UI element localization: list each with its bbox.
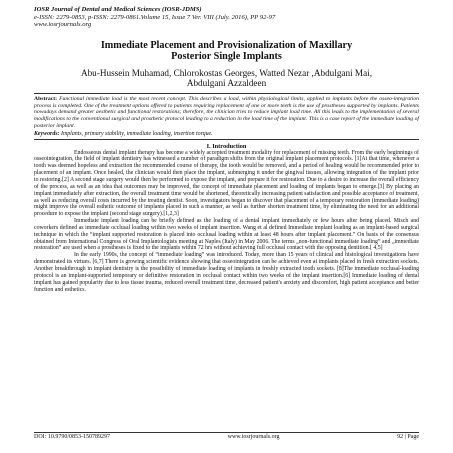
keywords-text: Implants, primary stability, immediate loading, insertion torque. [61, 130, 213, 137]
footer-website[interactable]: www.iosrjournals.org [227, 434, 280, 440]
journal-website[interactable]: www.iosrjournals.org [34, 21, 92, 29]
journal-issn: e-ISSN: 2279-0853, p-ISSN: 2279-0861.Volume 15, Issue 7 Ver. VIII (July. 2016), PP 92-97 [34, 13, 276, 21]
article-title [34, 40, 419, 63]
body-paragraph: Endosseous dental implant therapy has become a widely accepted treatment modality for replacement of missing teeth. From the early beginnings of osseointegration, the field of implant dentistry has witnessed a number of paradigm shifts from the original implant placement protocols. [1]At that time, whenever a tooth was deemed hopeless and extraction the recommended course of therapy, the tooth would be removed, and a period of healing would be recommended prior to placement of an implant. Once healed, the clinician would then place the implant, submerging it under the gingival tissues, allowing integration of the implant prior to restoring.[2] A second stage surgery would then be performed to expose the implant, and prepare it for restoration. Due to a desire to increase the overall efficiency of the process, as well as an idea that outcomes may be improved, the concept of immediate placement and loading of implants began to emerge.[3] By placing an implant immediately after extraction, the overall treatment time would be shortened, theoretically increasing patient satisfaction and possible acceptance of treatment, as well as reducing overall costs incurred by the treating dentist. Soon, investigators began to discover that placement of a temporary restoration (immediate loading) might improve the overall esthetic outcome of implants placed in such a manner, as well as further shorten treatment time, by eliminating the need for an additional procedure to expose the implant (second stage surgery).[1,2,3] [34, 149, 419, 218]
body-paragraph: Immediate implant loading can be briefly defined as the loading of a dental implant immediately or few hours after being placed. Misch and coworkers defined as immediate occlusal loading within two weeks of implant insertion. Wang et al defined Immediate implant loading as an implant-based surgical technique in which the “implant supported restoration is placed into occlusal loading within at least 48 hours after implant placement.” On basis of the consensus obtained from International Congress of Oral Implantologists meeting at Naples (Italy) in May 2006. The terms „non-functional immediate loading” and „immediate restoration” are used when a prostheses is fixed to the implants within 72 hrs without achieving full occlusal contact with the opposing dentition.[ 4,5] [34, 218, 419, 252]
title-line-1: Immediate Placement and Provisionalization of Maxillary [100, 39, 353, 51]
keywords [34, 131, 419, 138]
authors-line-1: Abu-Hussein Muhamad, Chlorokostas Georges, Watted Nezar ,Abdulgani Mai, [80, 67, 373, 78]
footer-page-number: 92 | Page [397, 434, 419, 440]
author-list [34, 68, 419, 89]
section-heading-introduction: I. Introduction [206, 142, 247, 150]
journal-header [34, 6, 419, 29]
abstract [34, 96, 419, 130]
title-line-2: Posterior Single Implants [171, 51, 282, 63]
body-paragraph: In the early 1990s, the concept of “immediate loading” was introduced. Today, more than 15 years of clinical and histological investigations have demonstrated its virtues. [6,7] There is growing scientific evidence showing that osseointegration can be achieved even at implants placed in fresh extraction sockets. Another breakthrough in implant dentistry is the possibility of immediate loading of implants in freshly extracted tooth sockets. [8]The immediate occlusal-loading protocol is an implant-supported temporary or definitive restoration in occlusal contact within two weeks of the implant insertion.[6] Immediate loading of dental implant has gained popularity due to less tissue trauma, reduced overall treatment time, decreased patient's anxiety and discomfort, high patient acceptance and better function and esthetics. [34, 252, 419, 293]
article-page [34, 6, 419, 293]
keywords-label: Keywords: [34, 130, 60, 137]
authors-line-2: Abdulgani Azzaldeen [186, 78, 267, 89]
abstract-text: Functional immediate load is the most recent concept. This describes a load, within physiological limits, applied to implants before the osseo-integration process is completed. One of the treatment options offered to patients requiring replacement of one or more teeth is the use of prostheses supported by implants. Patients nowadays demand greater aesthetic and functional restorations; therefore, the clinician tries to reduce implant load time. All this leads to the implementation of several modifications to the conventional surgical and prosthetic protocol leading to a reduction in the load time of the implant. This is a case report of the immediate loading of posterior implant. [34, 95, 420, 129]
abstract-section [34, 93, 419, 140]
abstract-label: Abstract: [34, 95, 58, 102]
footer-doi: DOI: 10.9790/0853-150789297 [34, 434, 110, 440]
journal-name: IOSR Journal of Dental and Medical Sciences (IOSR-JDMS) [34, 6, 202, 13]
page-footer [34, 432, 419, 441]
